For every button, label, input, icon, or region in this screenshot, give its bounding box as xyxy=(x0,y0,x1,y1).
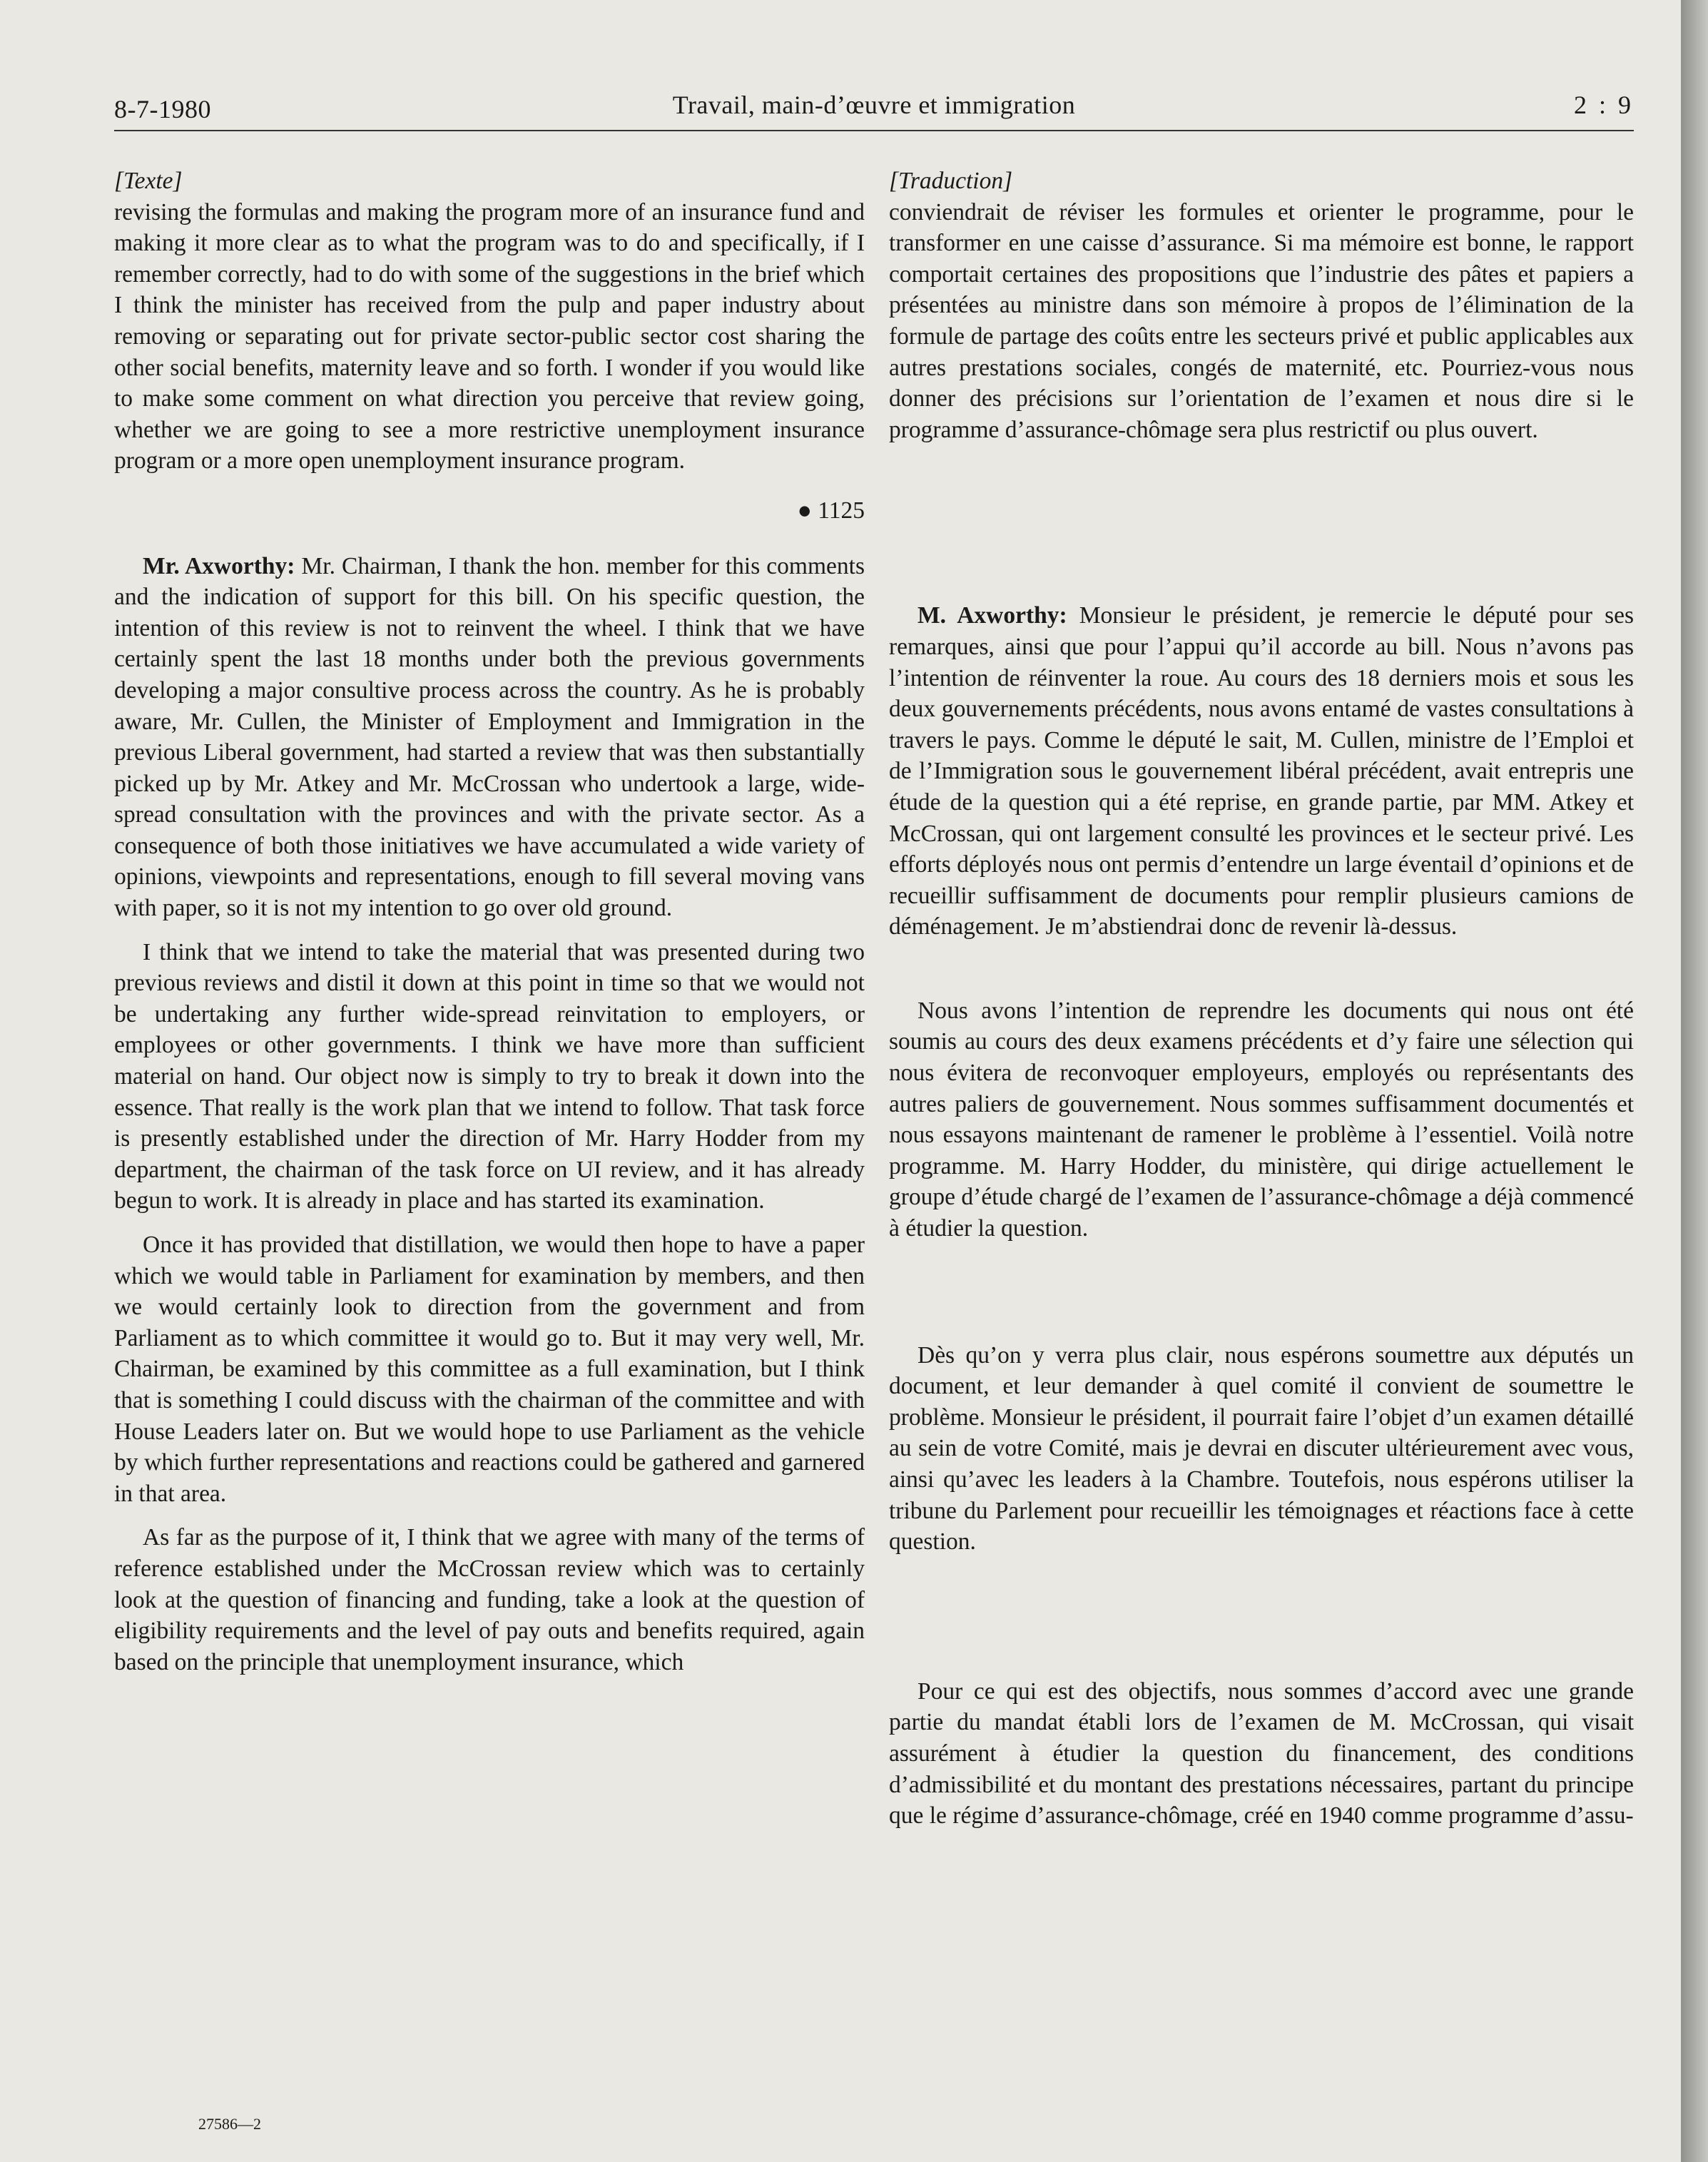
footer-code: 27586—2 xyxy=(198,2115,261,2133)
header-rule xyxy=(114,130,1634,131)
paragraph: Pour ce qui est des objectifs, nous sommes d’accord avec une grande partie du mandat établi lors de l’examen de M. McCrossan, qui visait assurément à étudier la question du financement, des conditions d’admissibilité et du montant des prestations nécessaires, partant du principe que le régime d’assurance-chômage, créé en 1940 comme programme d’assu- xyxy=(889,1678,1634,1829)
paragraph-text: Monsieur le président, je remercie le député pour ses remarques, ainsi que pour l’appui qu’il accorde au bill. Nous n’avons pas l’intention de réinventer la roue. Au cours des 18 derniers mois et sous les deux gouvernements précédents, nous avons entamé de vastes consultations à travers le pays. Comme le député le sait, M. Cullen, ministre de l’Emploi et de l’Immigration sous le gouvernement libéral précédent, avait entrepris une étude de la question qui a été reprise, en grande partie, par MM. Atkey et McCrossan, qui ont largement consulté les provinces et le secteur privé. Les efforts déployés nous ont permis d’entendre un large éventail d’opinions et de recueillir suffisamment de documents pour remplir plusieurs camions de déménagement. Je m’abstiendrai donc de revenir là-dessus. xyxy=(889,602,1635,940)
time-marker: ● 1125 xyxy=(797,497,865,524)
speaker-paragraph xyxy=(889,600,1634,943)
page-edge-shadow xyxy=(1681,0,1708,2162)
english-column xyxy=(114,166,865,1678)
page-header xyxy=(114,84,1634,130)
paragraph: Dès qu’on y verra plus clair, nous espérons soumettre aux députés un document, et leur demander à quel comité il convient de soumettre le problème. Monsieur le président, il pourrait faire l’objet d’un examen détaillé au sein de votre Comité, mais je devrai en discuter ultérieurement avec vous, ainsi qu’avec les leaders à la Chambre. Toutefois, nous espérons utiliser la tribune du Parlement pour recueillir les témoignages et réactions face à cette question. xyxy=(889,1341,1634,1555)
paragraph: conviendrait de réviser les formules et orienter le programme, pour le transformer en une caisse d’assurance. Si ma mémoire est bonne, le rapport comportait certaines des propositions que l’industrie des pâtes et papiers a présentées au ministre dans son mémoire à propos de l’élimination de la formule de partage des coûts entre les secteurs privé et public applicables aux autres prestations sociales, congés de maternité, etc. Pourriez-vous nous donner des précisions sur l’orientation de l’examen et nous dire si le programme d’assurance-chômage sera plus restrictif ou plus ouvert. xyxy=(889,198,1634,443)
french-column xyxy=(889,166,1634,1832)
header-title: Travail, main-d’œuvre et immigration xyxy=(672,91,1076,119)
header-date: 8-7-1980 xyxy=(114,95,211,123)
speaker-name: Mr. Axworthy: xyxy=(143,552,295,579)
paragraph: revising the formulas and making the program more of an insurance fund and making it more clear as to what the program was to do and specifically, if I remember correctly, had to do with some of the suggestions in the brief which I think the minister has received from the pulp and paper industry about removing or separating out for private sector-public sector cost sharing the other social benefits, maternity leave and so forth. I wonder if you would like to make some comment on what direction you perceive that review going, whether we are going to see a more restrictive unemployment insurance program or a more open unemployment insurance program. xyxy=(114,198,865,474)
paragraph: As far as the purpose of it, I think that we agree with many of the terms of reference established under the McCrossan review which was to certainly look at the question of financing and funding, take a look at the question of eligibility requirements and the level of pay outs and benefits required, again based on the principle that unemployment insurance, which xyxy=(114,1524,865,1675)
speaker-name: M. Axworthy: xyxy=(917,602,1067,629)
speaker-paragraph xyxy=(114,551,865,924)
paragraph: Once it has provided that distillation, we would then hope to have a paper which we would table in Parliament for examination by members, and then we would certainly look to direction from the government and from Parliament as to which committee it would go to. But it may very well, Mr. Chairman, be examined by this committee as a full examination, but I think that is something I could discuss with the chairman of the committee and with House Leaders later on. But we would hope to use Parliament as the vehicle by which further representations and reactions could be gathered and garnered in that area. xyxy=(114,1232,865,1507)
header-page-number: 2 : 9 xyxy=(1573,91,1634,119)
text-tag: [Texte] xyxy=(114,168,183,194)
paragraph-text: Mr. Chairman, I thank the hon. member for this comments and the indication of support for this bill. On his specific question, the intention of this review is not to reinvent the wheel. I think that we have certainly spent the last 18 months under both the previous governments developing a major consultive process across the country. As he is probably aware, Mr. Cullen, the Minister of Employment and Immigration in the previous Liberal government, had started a review that was then substantially picked up by Mr. Atkey and Mr. McCrossan who undertook a large, wide-spread consultation with the provinces and with the private sector. As a consequence of both those initiatives we have accumulated a wide variety of opinions, viewpoints and representations, enough to fill several moving vans with paper, so it is not my intention to go over old ground. xyxy=(114,552,865,922)
paragraph: I think that we intend to take the material that was presented during two previous reviews and distil it down at this point in time so that we would not be undertaking any further wide-spread reinvitation to employers, or employees or other governments. I think we have more than sufficient material on hand. Our object now is simply to try to break it down into the essence. That really is the work plan that we intend to follow. That task force is presently established under the direction of Mr. Harry Hodder from my department, the chairman of the task force on UI review, and it has already begun to work. It is already in place and has started its examination. xyxy=(114,938,865,1214)
paragraph: Nous avons l’intention de reprendre les documents qui nous ont été soumis au cours des deux examens précédents et d’y faire une sélection qui nous évitera de reconvoquer employeurs, employés ou représentants des autres paliers de gouvernement. Nous sommes suffisamment documentés et nous essayons maintenant de ramener le problème à l’essentiel. Voilà notre programme. M. Harry Hodder, du ministère, qui dirige actuellement le groupe d’étude chargé de l’examen de l’assurance-chômage a déjà commencé à étudier la question. xyxy=(889,997,1634,1242)
translation-tag: [Traduction] xyxy=(889,168,1013,194)
